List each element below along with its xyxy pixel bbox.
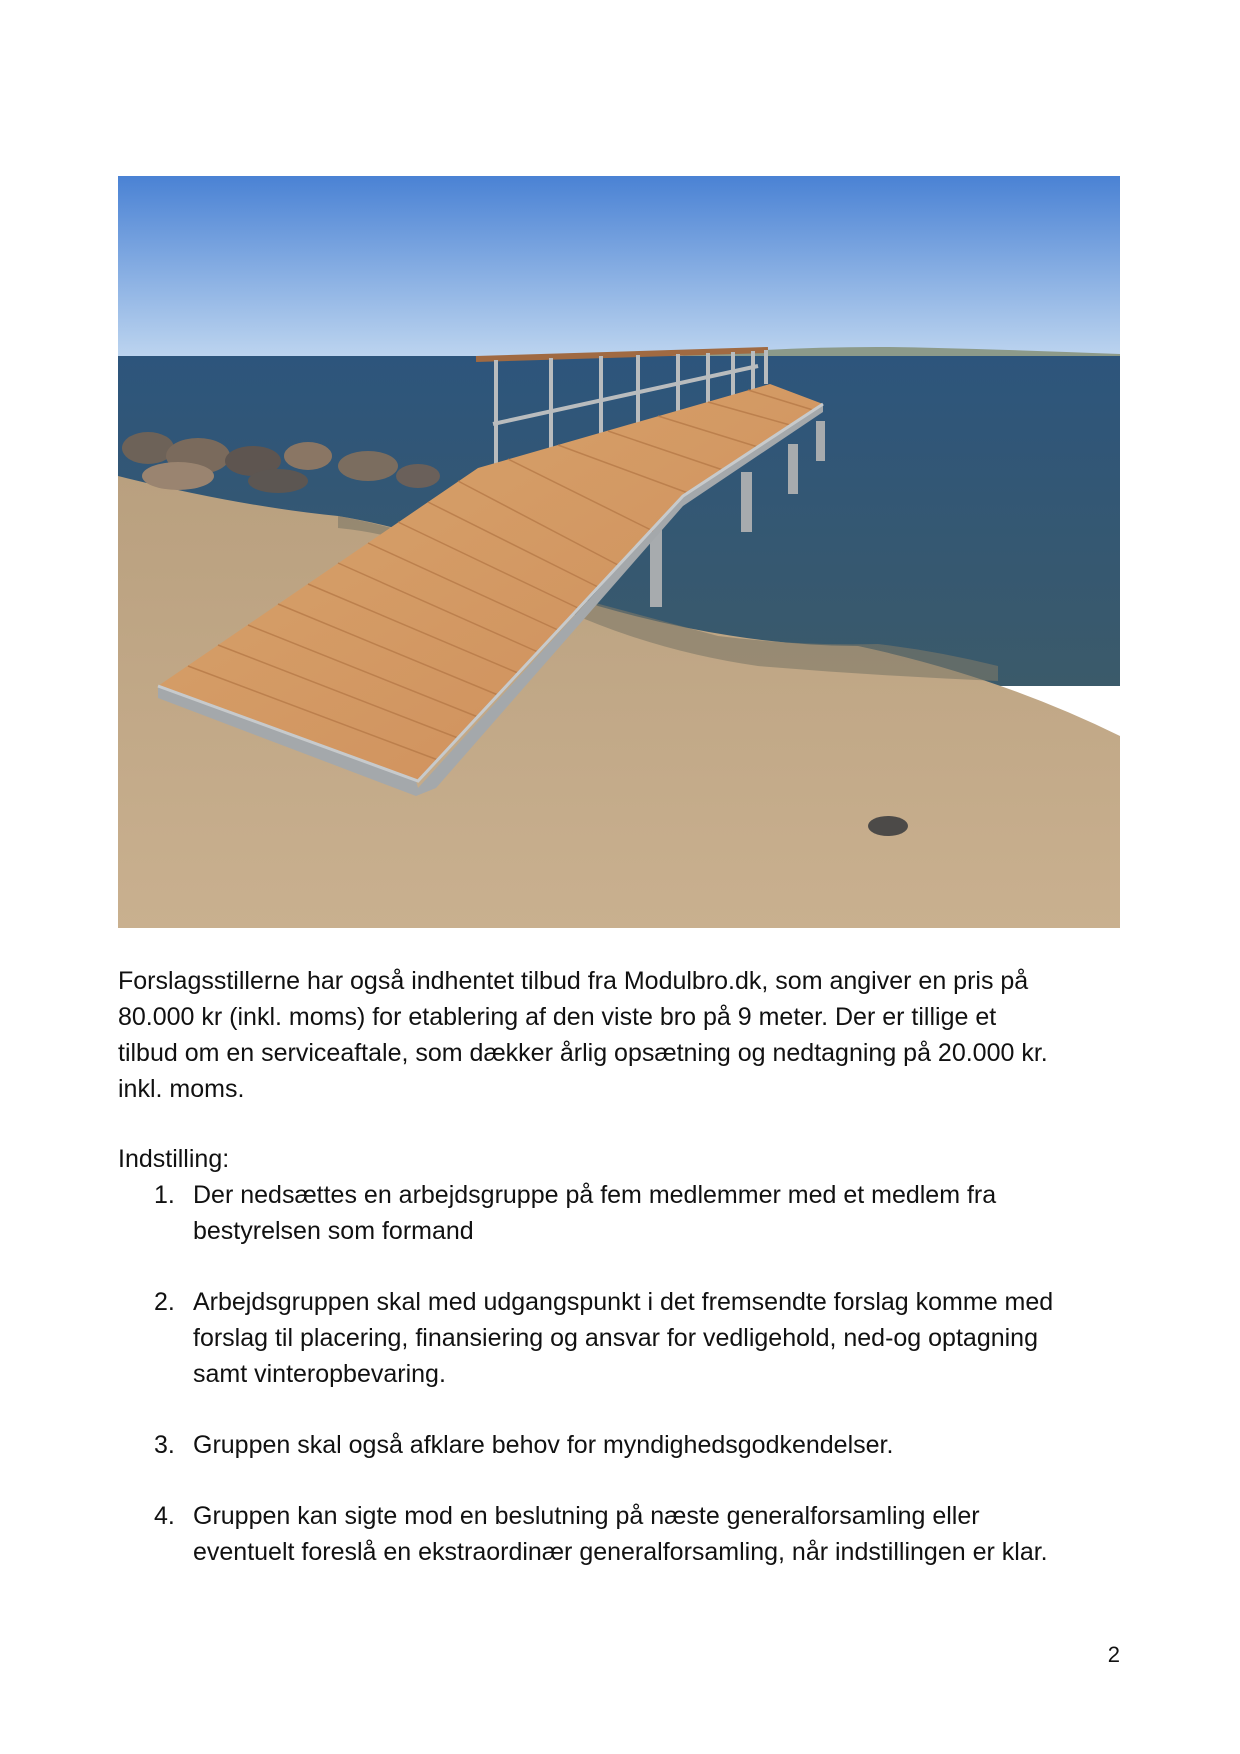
jetty-photo [118,176,1120,928]
paragraph-line: inkl. moms. [118,1075,245,1103]
paragraph-line: tilbud om en serviceaftale, som dækker årlig opsætning og nedtagning på 20.000 kr. [118,1039,1048,1067]
list-line: bestyrelsen som formand [193,1217,474,1245]
recommendation-heading: Indstilling: [118,1145,230,1173]
list-number: 2. [154,1288,175,1316]
list-line: samt vinteropbevaring. [193,1360,446,1388]
list-number: 4. [154,1502,175,1530]
paragraph-line: Forslagsstillerne har også indhentet tilbud fra Modulbro.dk, som angiver en pris på [118,967,1029,995]
recommendation-item-2 [118,1284,1128,1392]
list-line: Gruppen kan sigte mod en beslutning på næste generalforsamling eller [193,1502,980,1530]
recommendation-item-4 [118,1498,1128,1570]
list-line: forslag til placering, finansiering og ansvar for vedligehold, ned-og optagning [193,1324,1038,1352]
paragraph-line: 80.000 kr (inkl. moms) for etablering af den viste bro på 9 meter. Der er tillige et [118,1003,997,1031]
list-line: Arbejdsgruppen skal med udgangspunkt i det fremsendte forslag komme med [193,1288,1054,1316]
list-line: Gruppen skal også afklare behov for myndighedsgodkendelser. [193,1431,894,1459]
list-line: Der nedsættes en arbejdsgruppe på fem medlemmer med et medlem fra [193,1181,997,1209]
list-number: 3. [154,1431,175,1459]
list-line: eventuelt foreslå en ekstraordinær generalforsamling, når indstillingen er klar. [193,1538,1048,1566]
recommendation-item-3 [118,1427,1128,1463]
list-number: 1. [154,1181,175,1209]
recommendation-item-1 [118,1177,1128,1249]
page-number: 2 [1107,1642,1120,1667]
offer-paragraph [118,963,1128,1107]
